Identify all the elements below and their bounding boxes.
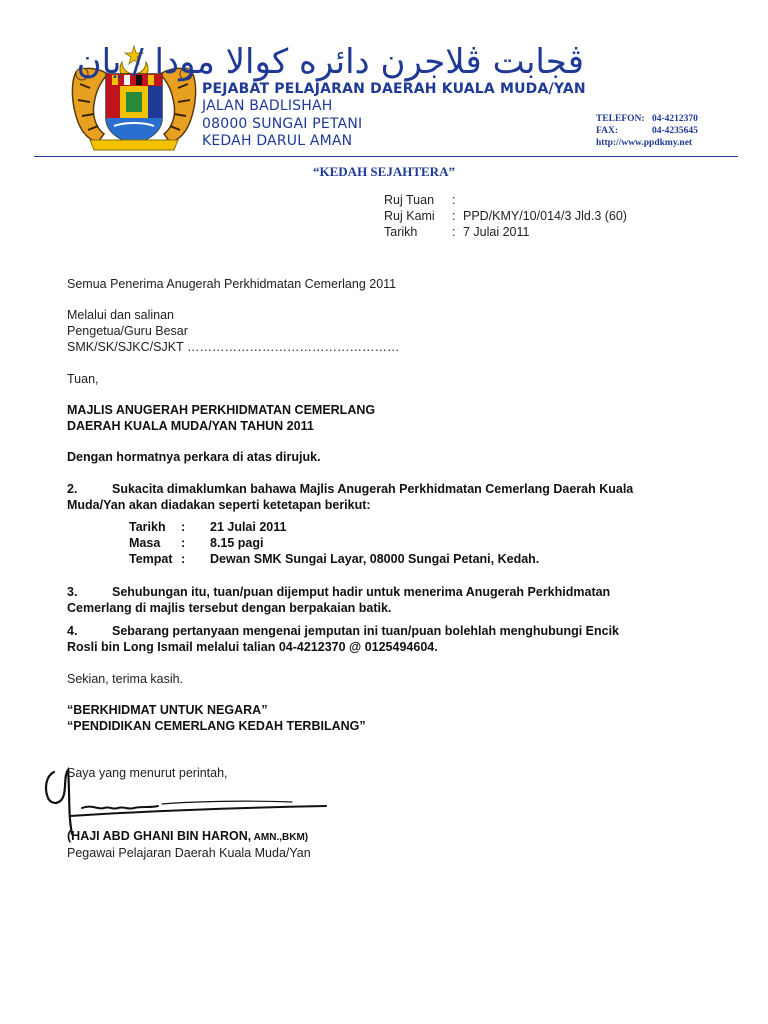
fax-number: 04-4235645 [652, 126, 698, 136]
detail-tempat-value: Dewan SMK Sungai Layar, 08000 Sungai Petani, Kedah. [210, 552, 540, 566]
ruj-tuan-colon: : [452, 193, 456, 207]
office-name: PEJABAT PELAJARAN DAERAH KUALA MUDA/YAN [202, 81, 586, 97]
paragraph-1: Dengan hormatnya perkara di atas dirujuk. [67, 450, 321, 464]
signatory-honours: AMN.,BKM) [251, 832, 309, 843]
tarikh-value: 7 Julai 2011 [463, 225, 530, 239]
address-line-1: JALAN BADLISHAH [202, 98, 333, 114]
website-link[interactable]: http://www.ppdkmy.net [596, 138, 693, 148]
address-line-2: 08000 SUNGAI PETANI [202, 116, 363, 132]
signatory-title: Pegawai Pelajaran Daerah Kuala Muda/Yan [67, 846, 311, 860]
signatory-name [67, 829, 308, 843]
state-motto: “KEDAH SEJAHTERA” [313, 164, 455, 179]
detail-tarikh-colon: : [181, 520, 186, 534]
detail-masa-value: 8.15 pagi [210, 536, 264, 550]
telefon-number: 04-4212370 [652, 114, 698, 124]
slogan-2: “PENDIDIKAN CEMERLANG KEDAH TERBILANG” [67, 719, 366, 733]
ruj-kami-label: Ruj Kami [384, 209, 435, 223]
paragraph-3-line-1 [67, 585, 610, 599]
paragraph-3-text: Sehubungan itu, tuan/puan dijemput hadir untuk menerima Anugerah Perkhidmatan [112, 585, 611, 599]
signatory-name-text: (HAJI ABD GHANI BIN HARON, [67, 829, 252, 843]
recipient-line-2: Melalui dan salinan [67, 308, 175, 322]
ruj-kami-colon: : [452, 209, 456, 223]
subject-line-2: DAERAH KUALA MUDA/YAN TAHUN 2011 [67, 419, 314, 433]
slogan-1: “BERKHIDMAT UNTUK NEGARA” [67, 703, 268, 717]
salutation: Tuan, [67, 372, 99, 386]
ruj-tuan-label: Ruj Tuan [384, 193, 435, 207]
fax-label: FAX: [596, 126, 618, 136]
detail-tempat-colon: : [181, 552, 186, 566]
recipient-line-4: SMK/SK/SJKC/SJKT …………………………………………… [67, 340, 400, 354]
paragraph-3-line-2: Cemerlang di majlis tersebut dengan berpakaian batik. [67, 601, 392, 615]
tarikh-colon: : [452, 225, 456, 239]
jawi-office-name: ڤجابت ڤلاجرن دائره كوالا مودا / يان [76, 42, 584, 82]
paragraph-4-line-1 [67, 624, 619, 638]
signoff: Saya yang menurut perintah, [67, 766, 228, 780]
paragraph-2-number: 2. [67, 482, 78, 496]
closing: Sekian, terima kasih. [67, 672, 184, 686]
paragraph-4-text: Sebarang pertanyaan mengenai jemputan ini tuan/puan bolehlah menghubungi Encik [112, 624, 620, 638]
tarikh-label: Tarikh [384, 225, 418, 239]
subject-line-1: MAJLIS ANUGERAH PERKHIDMATAN CEMERLANG [67, 403, 376, 417]
recipient-line-3: Pengetua/Guru Besar [67, 324, 188, 338]
address-line-3: KEDAH DARUL AMAN [202, 133, 353, 149]
paragraph-3-number: 3. [67, 585, 78, 599]
detail-tempat-label: Tempat [129, 552, 173, 566]
recipient-line-1: Semua Penerima Anugerah Perkhidmatan Cemerlang 2011 [67, 277, 397, 291]
detail-tarikh-value: 21 Julai 2011 [210, 520, 287, 534]
ruj-kami-value: PPD/KMY/10/014/3 Jld.3 (60) [463, 209, 627, 223]
paragraph-2-text: Sukacita dimaklumkan bahawa Majlis Anugerah Perkhidmatan Cemerlang Daerah Kuala [112, 482, 634, 496]
paragraph-4-line-2: Rosli bin Long Ismail melalui talian 04-4212370 @ 0125494604. [67, 640, 438, 654]
detail-tarikh-label: Tarikh [129, 520, 166, 534]
detail-masa-label: Masa [129, 536, 161, 550]
paragraph-2-line-2: Muda/Yan akan diadakan seperti ketetapan berikut: [67, 498, 371, 512]
detail-masa-colon: : [181, 536, 186, 550]
telefon-label: TELEFON: [596, 114, 645, 124]
letterhead-divider [34, 156, 738, 157]
paragraph-2-line-1 [67, 482, 633, 496]
handwritten-signature [42, 764, 342, 836]
paragraph-4-number: 4. [67, 624, 78, 638]
